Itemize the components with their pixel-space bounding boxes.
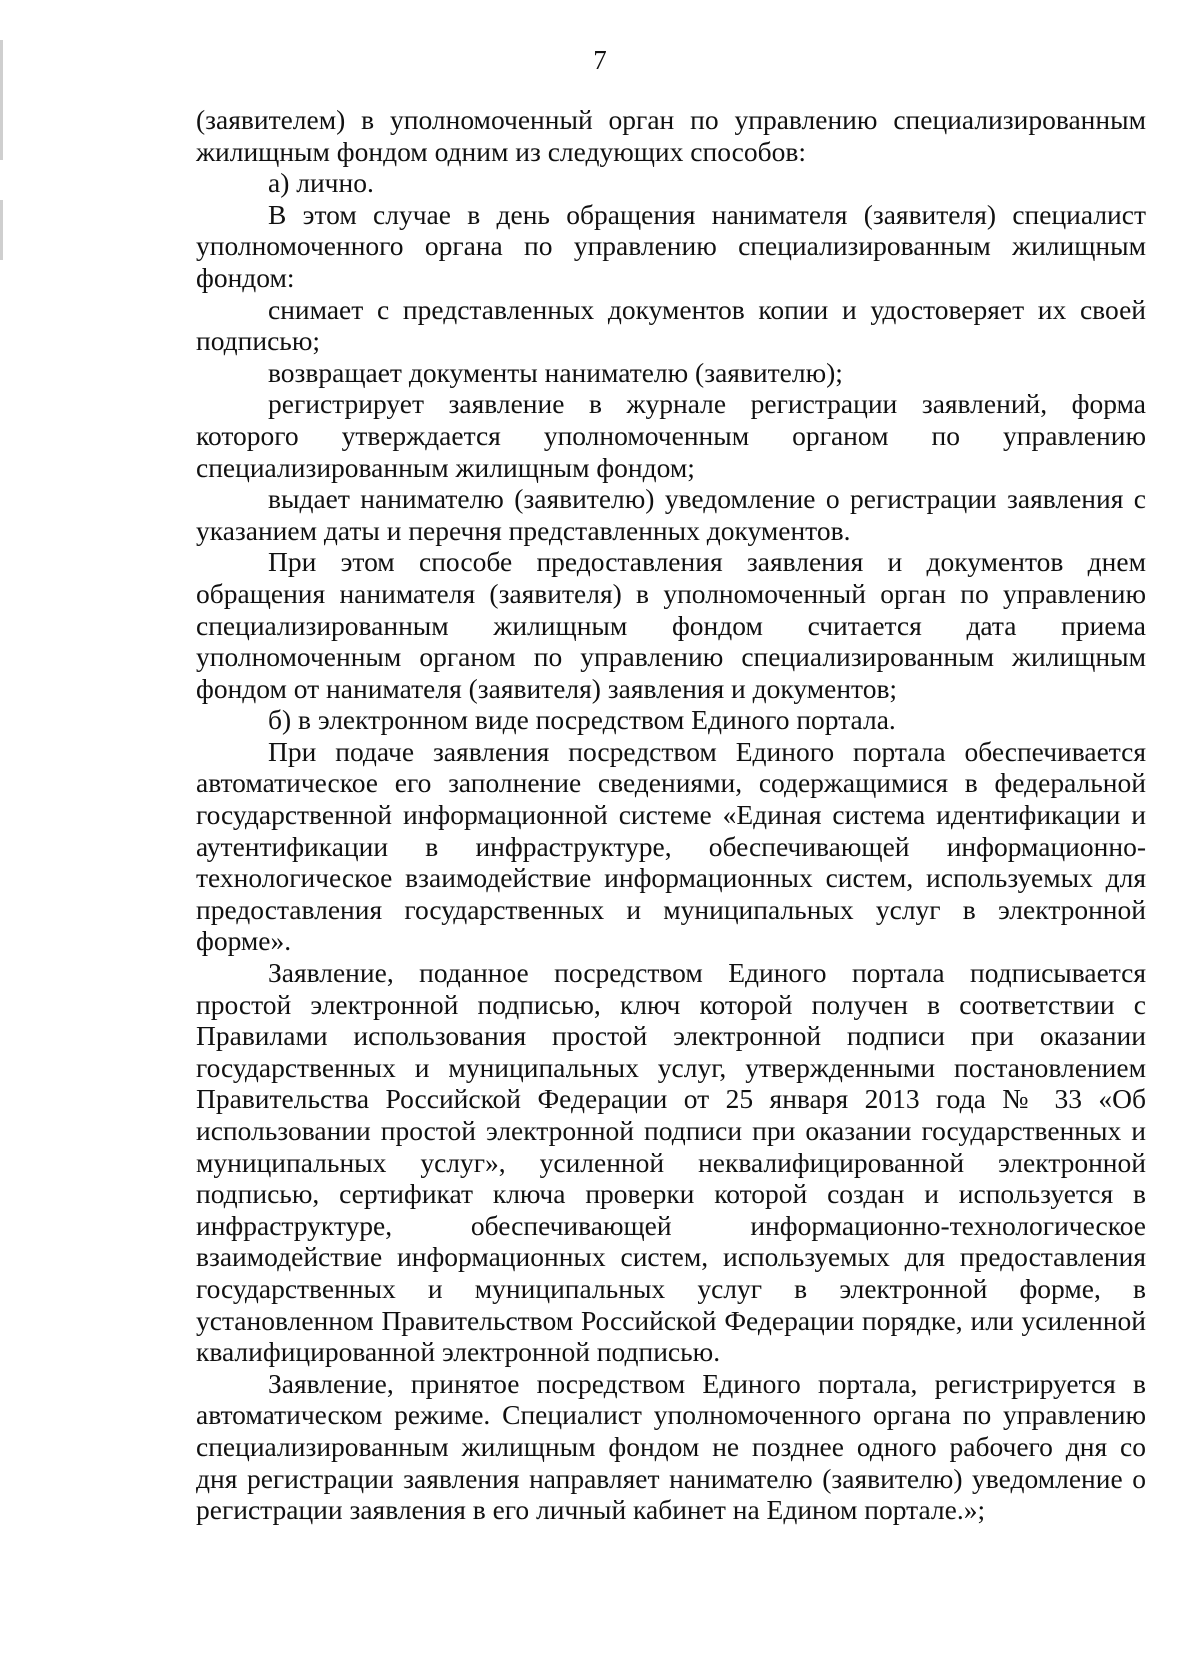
- paragraph: возвращает документы нанимателю (заявителю);: [268, 356, 843, 388]
- paragraph: Заявление, принятое посредством Единого портала, регистрируется в автоматическом режиме. Специалист уполномоченного органа по управлению специализированным жилищным фондом не позднее одного рабочего дня со дня регистрации заявления направляет нанимателю (заявителю) уведомление о регистрации заявления в его личный кабинет на Едином портале.»;: [196, 1367, 1146, 1526]
- paragraph: выдает нанимателю (заявителю) уведомление о регистрации заявления с указанием даты и перечня представленных документов.: [196, 483, 1146, 546]
- paragraph: (заявителем) в уполномоченный орган по управлению специализированным жилищным фондом одним из следующих способов:: [196, 104, 1146, 167]
- paragraph: В этом случае в день обращения нанимателя (заявителя) специалист уполномоченного органа по управлению специализированным жилищным фондом:: [196, 198, 1146, 293]
- paragraph: Заявление, поданное посредством Единого портала подписывается простой электронной подписью, ключ которой получен в соответствии с Правилами использования простой электронной подписи при оказании государственных и муниципальных услуг, утвержденными постановлением Правительства Российской Федерации от 25 января 2013 года № 33 «Об использовании простой электронной подписи при оказании государственных и муниципальных услуг», усиленной неквалифицированной электронной подписью, сертификат ключа проверки которой создан и используется в инфраструктуре, обеспечивающей информационно-технологическое взаимодействие информационных систем, используемых для предоставления государственных и муниципальных услуг в электронной форме, в установленном Правительством Российской Федерации порядке, или усиленной квалифицированной электронной подписью.: [196, 957, 1146, 1368]
- page-number: 7: [593, 45, 607, 75]
- document-body: [196, 104, 1146, 1526]
- paragraph: регистрирует заявление в журнале регистрации заявлений, форма которого утверждается уполномоченным органом по управлению специализированным жилищным фондом;: [196, 388, 1146, 483]
- paragraph: При подаче заявления посредством Единого портала обеспечивается автоматическое его заполнение сведениями, содержащимися в федеральной государственной информационной системе «Единая система идентификации и аутентификации в инфраструктуре, обеспечивающей информационно-технологическое взаимодействие информационных систем, используемых для предоставления государственных и муниципальных услуг в электронной форме».: [196, 735, 1146, 957]
- paragraph: При этом способе предоставления заявления и документов днем обращения нанимателя (заявителя) в уполномоченный орган по управлению специализированным жилищным фондом считается дата приема уполномоченным органом по управлению специализированным жилищным фондом от нанимателя (заявителя) заявления и документов;: [196, 546, 1146, 704]
- scan-edge-mark: [0, 200, 3, 260]
- paragraph-option-a: а) лично.: [268, 167, 374, 199]
- paragraph: снимает с представленных документов копии и удостоверяет их своей подписью;: [196, 293, 1146, 357]
- paragraph-option-b: б) в электронном виде посредством Единого портала.: [268, 704, 896, 736]
